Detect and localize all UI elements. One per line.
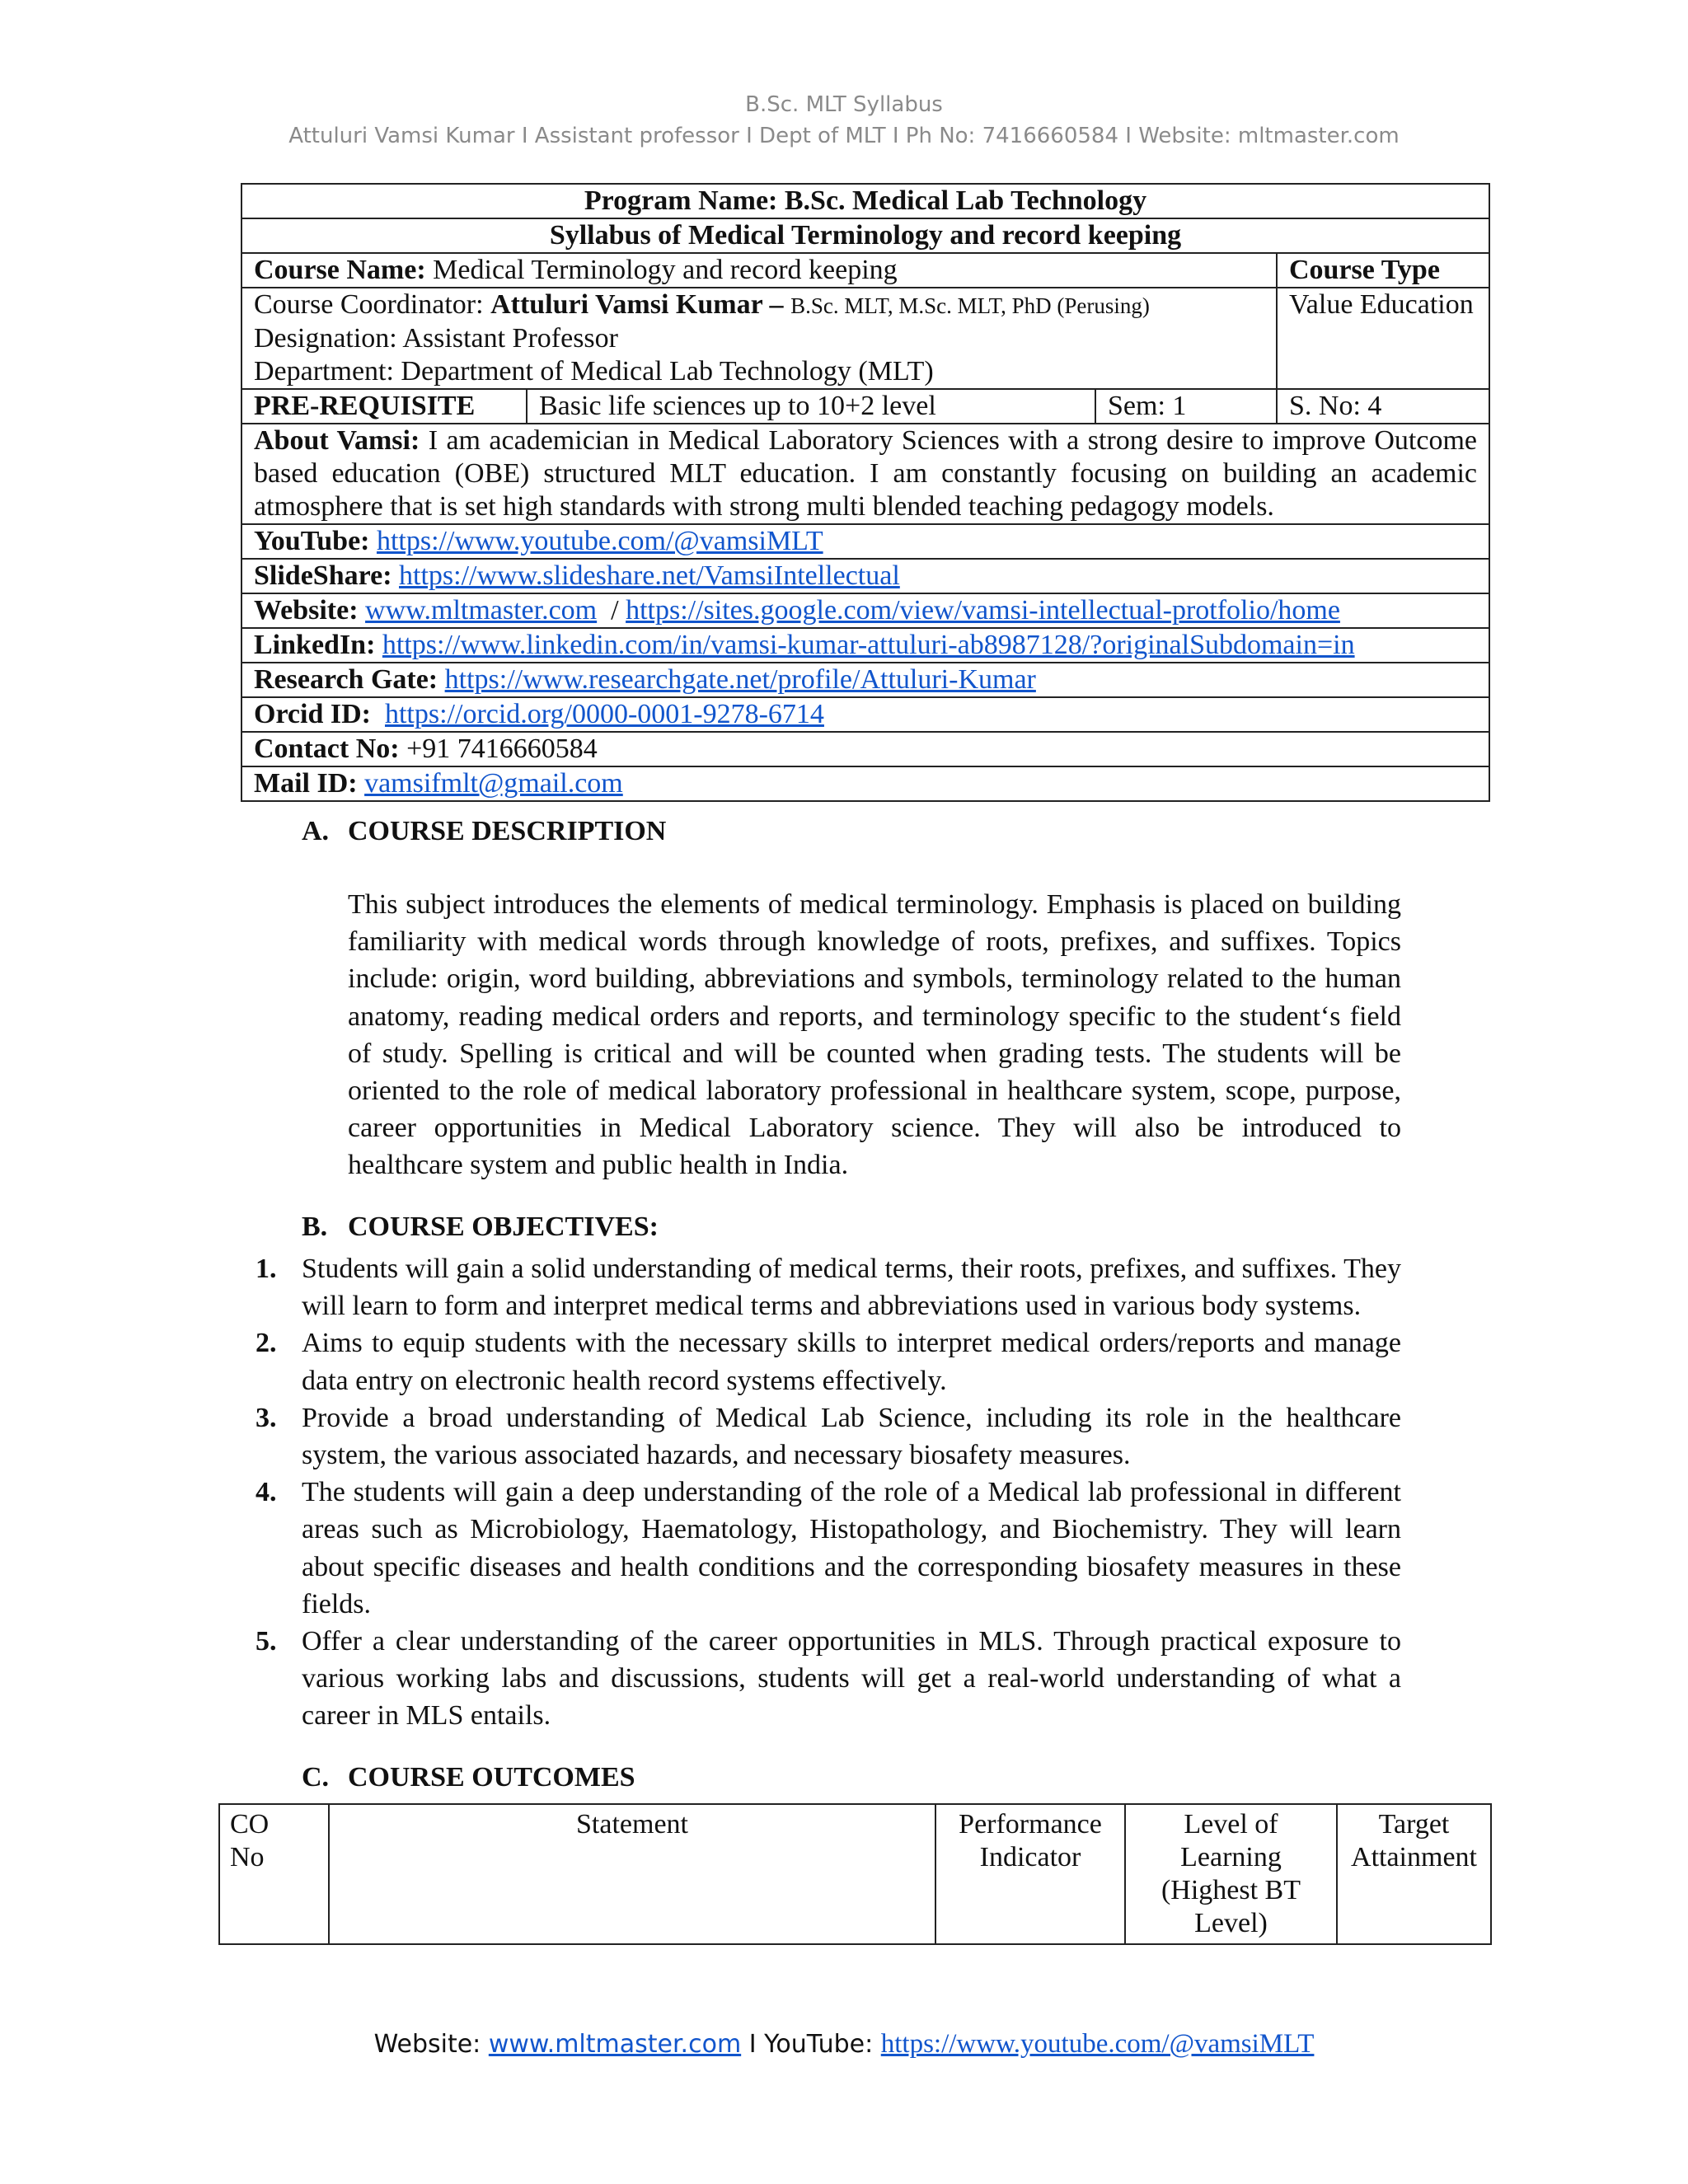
course-name: Medical Terminology and record keeping <box>425 255 898 285</box>
mail-row <box>241 766 1489 801</box>
section-c-letter: C. <box>302 1762 330 1793</box>
orcid-row <box>241 697 1489 732</box>
orcid-label: Orcid ID: <box>254 699 385 729</box>
designation: Designation: Assistant Professor <box>254 323 618 354</box>
researchgate-label: Research Gate: <box>254 664 445 695</box>
youtube-label: YouTube: <box>254 526 377 556</box>
contact-label: Contact No: <box>254 733 400 764</box>
footer-youtube-link[interactable]: https://www.youtube.com/@vamsiMLT <box>880 2029 1315 2059</box>
about-text: I am academician in Medical Laboratory Sciences with a strong desire to improve Outcome based education (OBE) structured MLT education. I am constantly focusing on building an academic atmosphere that is set high standards with strong multi blended teaching pedagogy models. <box>254 425 1477 522</box>
portfolio-link[interactable]: https://sites.google.com/view/vamsi-intellectual-protfolio/home <box>626 595 1340 626</box>
objective-item: 4. The students will gain a deep understanding of the role of a Medical lab professional in different areas such as Microbiology, Haematology, Histopathology, and Biochemistry. They will learn about specific diseases and health conditions and the corresponding biosafety measures in these fields. <box>256 1477 1401 1619</box>
department: Department: Department of Medical Lab Technology (MLT) <box>254 356 934 387</box>
table-row <box>219 1804 1491 1944</box>
statement-header: Statement <box>329 1804 935 1944</box>
objective-item: 2. Aims to equip students with the necessary skills to interpret medical orders/reports and manage data entry on electronic health record systems effectively. <box>256 1328 1401 1396</box>
level-of-learning-header: Level of Learning (Highest BT Level) <box>1125 1804 1337 1944</box>
section-c-heading <box>302 1762 635 1793</box>
youtube-link[interactable]: https://www.youtube.com/@vamsiMLT <box>376 526 823 556</box>
linkedin-label: LinkedIn: <box>254 630 382 660</box>
footer-separator: I YouTube: <box>741 2030 881 2059</box>
running-header-title: B.Sc. MLT Syllabus <box>745 92 943 117</box>
coordinator-qualifications: B.Sc. MLT, M.Sc. MLT, PhD (Perusing) <box>790 293 1150 318</box>
orcid-link[interactable]: https://orcid.org/0000-0001-9278-6714 <box>384 699 824 729</box>
coordinator-name: Attuluri Vamsi Kumar – <box>490 289 791 320</box>
about-cell <box>241 424 1489 524</box>
contact-number: +91 7416660584 <box>399 733 598 764</box>
section-a-heading <box>302 816 666 847</box>
website-label: Website: <box>254 595 366 626</box>
semester: Sem: 1 <box>1095 389 1277 424</box>
course-outcomes-table <box>218 1803 1492 1945</box>
prereq-label: PRE-REQUISITE <box>241 389 527 424</box>
course-info-table <box>241 183 1490 802</box>
course-name-cell <box>241 253 1277 288</box>
youtube-row <box>241 524 1489 559</box>
co-no-header: CO No <box>219 1804 329 1944</box>
objective-item: 5. Offer a clear understanding of the career opportunities in MLS. Through practical exposure to various working labs and discussions, students will get a real-world understanding of what a career in MLS entails. <box>256 1626 1401 1732</box>
researchgate-row <box>241 663 1489 697</box>
prereq-value: Basic life sciences up to 10+2 level <box>527 389 1095 424</box>
objective-item: 3. Provide a broad understanding of Medical Lab Science, including its role in the healthcare system, the various associated hazards, and necessary biosafety measures. <box>256 1402 1401 1471</box>
slideshare-row <box>241 559 1489 593</box>
mail-link[interactable]: vamsifmlt@gmail.com <box>364 768 623 799</box>
about-label: About Vamsi: <box>254 425 420 456</box>
coordinator-cell <box>241 288 1277 389</box>
section-b-title: COURSE OBJECTIVES: <box>348 1212 659 1242</box>
contact-row <box>241 732 1489 766</box>
section-c-title: COURSE OUTCOMES <box>348 1762 635 1793</box>
linkedin-link[interactable]: https://www.linkedin.com/in/vamsi-kumar-attuluri-ab8987128/?originalSubdomain=in <box>382 630 1355 660</box>
page-footer <box>0 2029 1688 2060</box>
objectives-list <box>256 1250 1401 1735</box>
target-attainment-header: Target Attainment <box>1337 1804 1491 1944</box>
footer-website-label: Website: <box>373 2030 489 2059</box>
website-link[interactable]: www.mltmaster.com <box>365 595 598 626</box>
researchgate-link[interactable]: https://www.researchgate.net/profile/Attuluri-Kumar <box>444 664 1036 695</box>
performance-indicator-header: Performance Indicator <box>935 1804 1125 1944</box>
program-name: Program Name: B.Sc. Medical Lab Technology <box>241 184 1489 218</box>
section-a-title: COURSE DESCRIPTION <box>348 816 667 846</box>
section-a-letter: A. <box>302 816 330 846</box>
section-b-letter: B. <box>302 1212 328 1242</box>
running-header-author: Attuluri Vamsi Kumar I Assistant professor I Dept of MLT I Ph No: 7416660584 I Website: mltmaster.com <box>288 124 1400 148</box>
syllabus-title: Syllabus of Medical Terminology and record keeping <box>241 218 1489 253</box>
course-description: This subject introduces the elements of medical terminology. Emphasis is placed on building familiarity with medical words through knowledge of roots, prefixes, and suffixes. Topics include: origin, word building, abbreviations and symbols, terminology related to the human anatomy, reading medical orders and reports, and terminology specific to the student‘s field of study. Spelling is critical and will be counted when grading tests. The students will be oriented to the role of medical laboratory professional in healthcare system, scope, purpose, career opportunities in Medical Laboratory science. They will also be introduced to healthcare system and public health in India. <box>348 889 1401 1181</box>
objective-item: 1. Students will gain a solid understanding of medical terms, their roots, prefixes, and suffixes. They will learn to form and interpret medical terms and abbreviations used in various body systems. <box>256 1254 1401 1322</box>
course-name-label: Course Name: <box>254 255 426 285</box>
slideshare-link[interactable]: https://www.slideshare.net/VamsiIntellectual <box>399 560 900 591</box>
website-row <box>241 593 1489 628</box>
coordinator-label: Course Coordinator: <box>254 289 491 320</box>
linkedin-row <box>241 628 1489 663</box>
footer-website-link[interactable]: www.mltmaster.com <box>488 2030 742 2059</box>
mail-label: Mail ID: <box>254 768 365 799</box>
course-type-label: Course Type <box>1277 253 1489 288</box>
serial-number: S. No: 4 <box>1277 389 1489 424</box>
website-separator: / <box>597 595 626 626</box>
section-b-heading <box>302 1212 659 1243</box>
course-type-value: Value Education <box>1277 288 1489 389</box>
slideshare-label: SlideShare: <box>254 560 400 591</box>
